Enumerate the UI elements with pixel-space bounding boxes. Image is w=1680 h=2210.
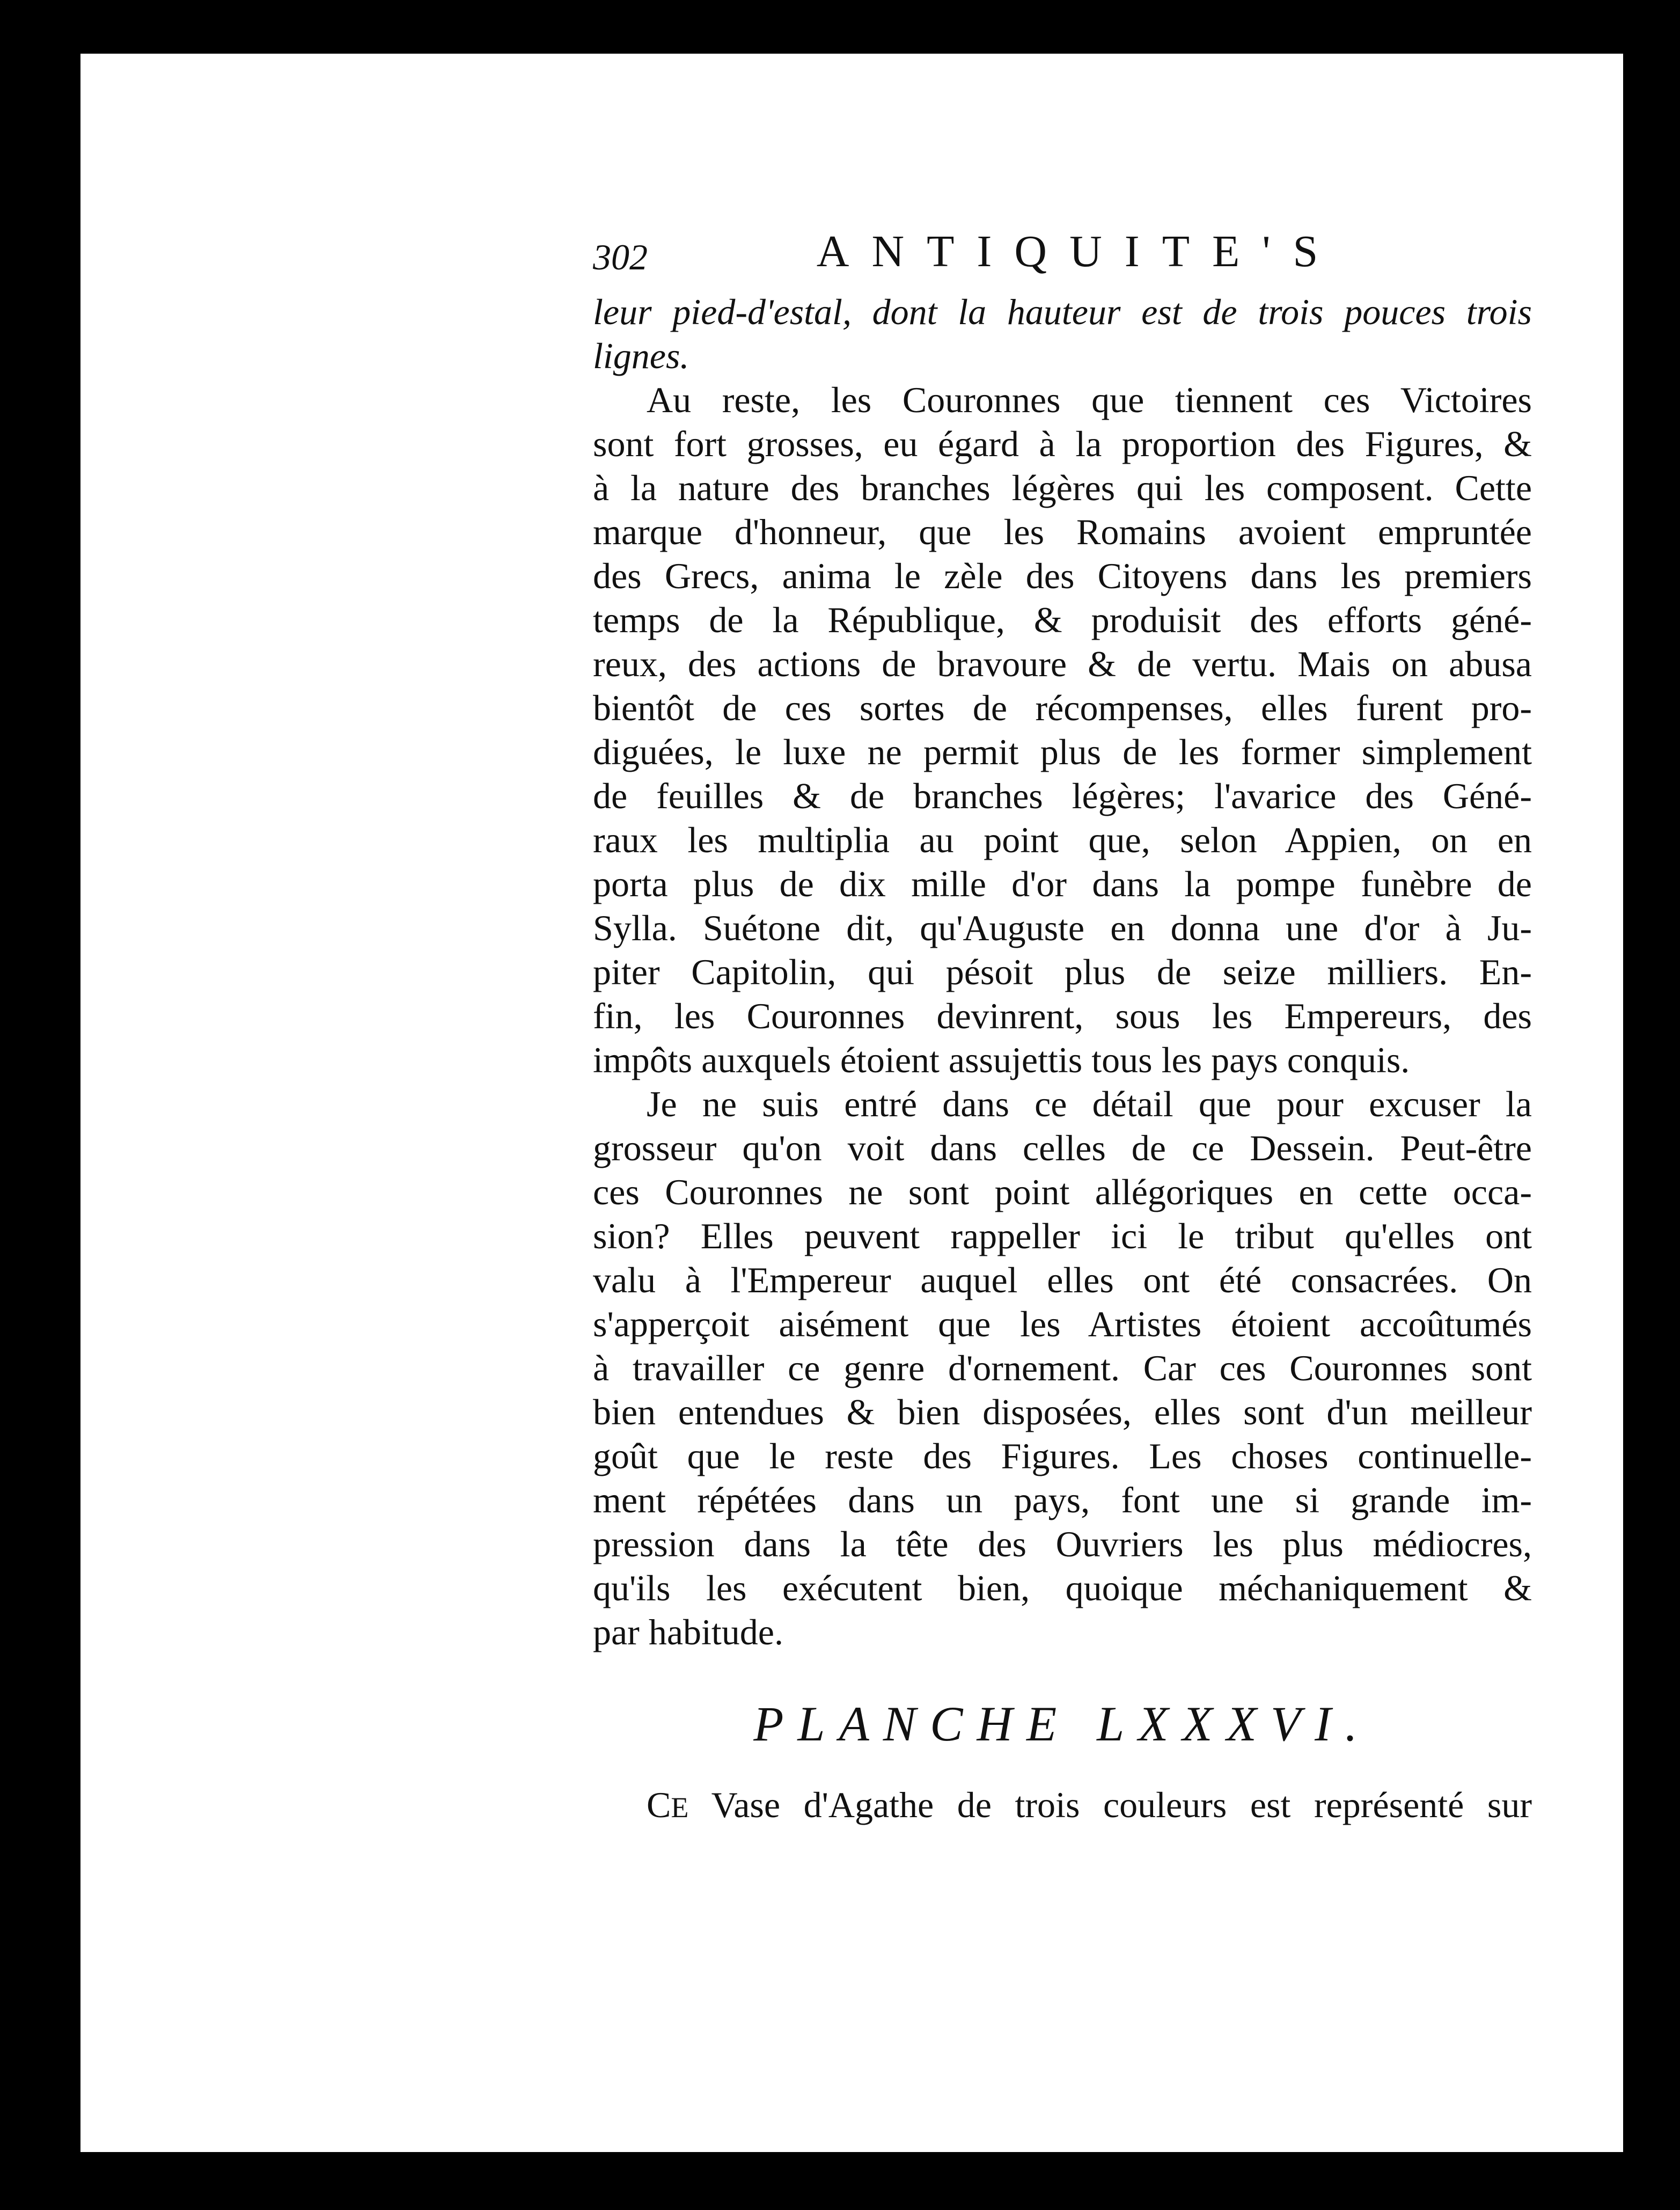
text-line: à travailler ce genre d'ornement. Car ces Couronnes sont (593, 1348, 1532, 1388)
paragraph-1 (593, 378, 1532, 1082)
book-page (80, 54, 1623, 2152)
initial-letter: C (647, 1784, 671, 1825)
text-line: bientôt de ces sortes de récompenses, elles furent pro- (593, 687, 1532, 728)
text-line: valu à l'Empereur auquel elles ont été consacrées. On (593, 1260, 1532, 1300)
text-line: ces Couronnes ne sont point allégoriques en cette occa- (593, 1172, 1532, 1212)
text-line: piter Capitolin, qui pésoit plus de seize milliers. En- (593, 952, 1532, 992)
text-line: grosseur qu'on voit dans celles de ce Dessein. Peut-être (593, 1128, 1532, 1168)
text-line: porta plus de dix mille d'or dans la pompe funèbre de (593, 863, 1532, 904)
text-line: Je ne suis entré dans ce détail que pour excuser la (647, 1084, 1532, 1124)
text-line: par habitude. (593, 1612, 783, 1652)
text-line: fin, les Couronnes devinrent, sous les Empereurs, des (593, 996, 1532, 1036)
text-line: des Grecs, anima le zèle des Citoyens dans les premiers (593, 555, 1532, 596)
text-line: sont fort grosses, eu égard à la proportion des Figures, & (593, 423, 1532, 464)
text-line: s'apperçoit aisément que les Artistes étoient accoûtumés (593, 1304, 1532, 1344)
text-line: sion? Elles peuvent rappeller ici le tribut qu'elles ont (593, 1216, 1532, 1256)
text-line: ment répétées dans un pays, font une si grande im- (593, 1480, 1532, 1520)
section-heading: PLANCHE LXXXVI. (753, 1696, 1371, 1751)
text-line: de feuilles & de branches légères; l'avarice des Géné- (593, 775, 1532, 816)
text-line: temps de la République, & produisit des efforts géné- (593, 599, 1532, 640)
section-start-text: Vase d'Agathe de trois couleurs est représenté sur (688, 1784, 1532, 1825)
italic-continuation (593, 290, 1532, 378)
text-line: goût que le reste des Figures. Les choses continuelle- (593, 1436, 1532, 1476)
text-line: leur pied-d'estal, dont la hauteur est de trois pouces trois (593, 291, 1532, 332)
page-number: 302 (593, 237, 648, 277)
text-line: Au reste, les Couronnes que tiennent ces Victoires (647, 379, 1532, 420)
text-block (593, 225, 1532, 1827)
small-cap-letter: E (671, 1791, 689, 1824)
text-line: à la nature des branches légères qui les composent. Cette (593, 467, 1532, 508)
text-line: impôts auxquels étoient assujettis tous les pays conquis. (593, 1040, 1410, 1080)
text-line: bien entendues & bien disposées, elles sont d'un meilleur (593, 1392, 1532, 1432)
section-start-line (593, 1783, 1532, 1827)
text-line: reux, des actions de bravoure & de vertu. Mais on abusa (593, 643, 1532, 684)
text-line: pression dans la tête des Ouvriers les plus médiocres, (593, 1524, 1532, 1564)
running-head (593, 225, 1532, 290)
paragraph-2 (593, 1082, 1532, 1654)
text-line: qu'ils les exécutent bien, quoique méchaniquement & (593, 1568, 1532, 1608)
running-head-title: ANTIQUITE'S (816, 226, 1341, 276)
text-line: Sylla. Suétone dit, qu'Auguste en donna une d'or à Ju- (593, 908, 1532, 948)
text-line: raux les multiplia au point que, selon Appien, on en (593, 819, 1532, 860)
text-line: lignes. (593, 335, 689, 376)
text-line: diguées, le luxe ne permit plus de les former simplement (593, 731, 1532, 772)
text-line: marque d'honneur, que les Romains avoient empruntée (593, 511, 1532, 552)
